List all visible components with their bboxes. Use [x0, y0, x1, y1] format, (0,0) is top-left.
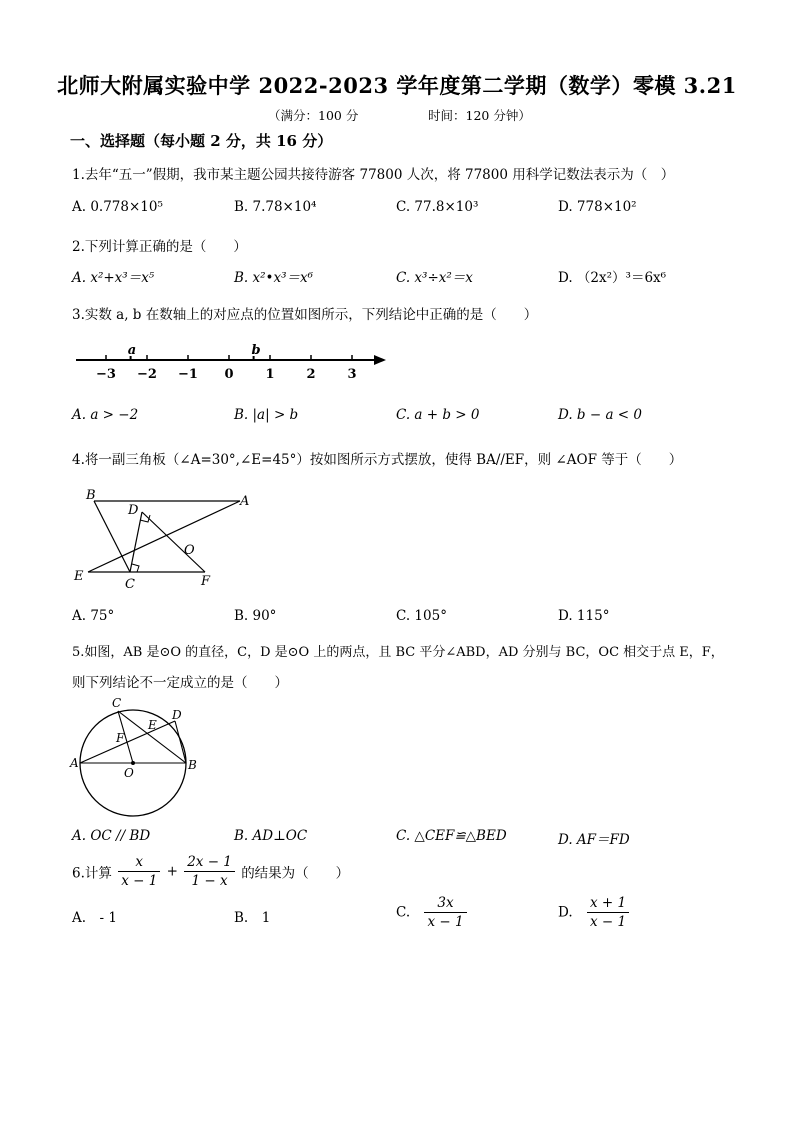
q4-option-a: A. 75° [72, 608, 115, 624]
label-a: A [70, 756, 79, 770]
q6-option-c-denominator: x − 1 [427, 914, 464, 930]
q4-option-b: B. 90° [234, 608, 277, 624]
label-b: B [86, 488, 96, 503]
q1-option-c: C. 77.8×10³ [396, 199, 479, 215]
question-3-stem: 3.实数 a, b 在数轴上的对应点的位置如图所示，下列结论中正确的是（ ） [72, 307, 538, 323]
axis-tick-label: 0 [224, 367, 234, 382]
circle-figure [68, 695, 208, 820]
axis-tick-label: 1 [265, 367, 275, 382]
page-title: 北师大附属实验中学 2022-2023 学年度第二学期（数学）零模 3.21 [57, 73, 737, 98]
q2-option-b: B. x²•x³＝x⁶ [234, 270, 314, 286]
label-e: E [148, 718, 157, 732]
q6-option-c-label: C. [396, 904, 411, 921]
question-1-stem: 1.去年“五一”假期，我市某主题公园共接待游客 77800 人次，将 77800 用科学记数法表示为（ ） [72, 167, 675, 183]
label-c: C [125, 577, 135, 592]
q6-frac2-denominator: 1 − x [191, 873, 228, 889]
q6-frac2-numerator: 2x − 1 [184, 853, 235, 872]
label-o: O [184, 543, 195, 558]
q6-prefix: 6.计算 [72, 865, 112, 882]
label-d: D [128, 503, 139, 518]
axis-tick-label: −1 [178, 367, 198, 382]
q1-option-d: D. 778×10² [558, 199, 637, 215]
question-6-stem [72, 853, 349, 890]
q6-frac1-denominator: x − 1 [121, 873, 158, 889]
label-e: E [74, 569, 84, 584]
axis-tick-label: 2 [306, 367, 316, 382]
axis-tick-label: 3 [347, 367, 357, 382]
q4-option-d: D. 115° [558, 608, 610, 624]
q6-option-d [558, 894, 631, 931]
q5-option-d: D. AF＝FD [558, 832, 630, 848]
label-f: F [116, 731, 125, 745]
q6-option-a: A. - 1 [72, 910, 117, 926]
q6-plus: + [166, 863, 178, 880]
q3-option-b: B. |a| > b [234, 407, 299, 423]
q5-option-b: B. AD⊥OC [234, 828, 308, 844]
question-5-stem-line1: 5.如图，AB 是⊙O 的直径，C，D 是⊙O 上的两点，且 BC 平分∠ABD，AD 分别与 BC，OC 相交于点 E，F， [72, 645, 724, 660]
point-b-label: b [251, 343, 261, 358]
q6-fraction-1 [118, 853, 160, 890]
label-f: F [201, 574, 211, 589]
triangle-set-figure [70, 482, 260, 592]
q6-option-d-denominator: x − 1 [589, 914, 627, 930]
question-5-stem-line2: 则下列结论不一定成立的是（ ） [72, 675, 288, 691]
q6-option-c [396, 894, 469, 931]
label-d: D [172, 708, 182, 722]
question-4-stem: 4.将一副三角板（∠A=30°,∠E=45°）按如图所示方式摆放，使得 BA//EF，则 ∠AOF 等于（ ） [72, 452, 683, 468]
q2-option-c: C. x³÷x²＝x [396, 270, 473, 286]
q2-option-d: D. （2x²）³＝6x⁶ [558, 270, 667, 286]
q6-option-c-numerator: 3x [424, 894, 466, 913]
axis-tick-label: −2 [137, 367, 157, 382]
q6-option-d-label: D. [558, 904, 573, 921]
q3-option-c: C. a + b > 0 [396, 407, 480, 423]
q5-option-c: C. △CEF≌△BED [396, 828, 507, 844]
q3-option-a: A. a > −2 [72, 407, 139, 423]
q6-fraction-2 [184, 853, 235, 890]
q1-option-a: A. 0.778×10⁵ [72, 199, 163, 215]
q6-option-b: B. 1 [234, 910, 271, 926]
exam-time: 时间：120 分钟） [428, 108, 531, 123]
label-a: A [240, 494, 250, 509]
q3-option-d: D. b − a < 0 [558, 407, 642, 423]
q6-suffix: 的结果为（ ） [241, 865, 350, 882]
number-line-figure [70, 338, 390, 384]
q6-option-c-fraction [424, 894, 466, 931]
axis-tick-label: −3 [96, 367, 116, 382]
label-c: C [112, 696, 122, 710]
label-o: O [124, 766, 134, 780]
q5-option-a: A. OC // BD [72, 828, 151, 844]
q6-frac1-numerator: x [118, 853, 160, 872]
section-heading: 一、选择题（每小题 2 分，共 16 分） [70, 132, 333, 150]
q6-option-d-fraction [587, 894, 629, 931]
q4-option-c: C. 105° [396, 608, 447, 624]
q1-option-b: B. 7.78×10⁴ [234, 199, 317, 215]
full-score: （满分：100 分 [268, 108, 359, 123]
q6-option-d-numerator: x + 1 [587, 894, 629, 913]
point-a-label: a [127, 343, 137, 358]
question-2-stem: 2.下列计算正确的是（ ） [72, 239, 247, 255]
label-b: B [188, 758, 197, 772]
q2-option-a: A. x²+x³＝x⁵ [72, 270, 155, 286]
